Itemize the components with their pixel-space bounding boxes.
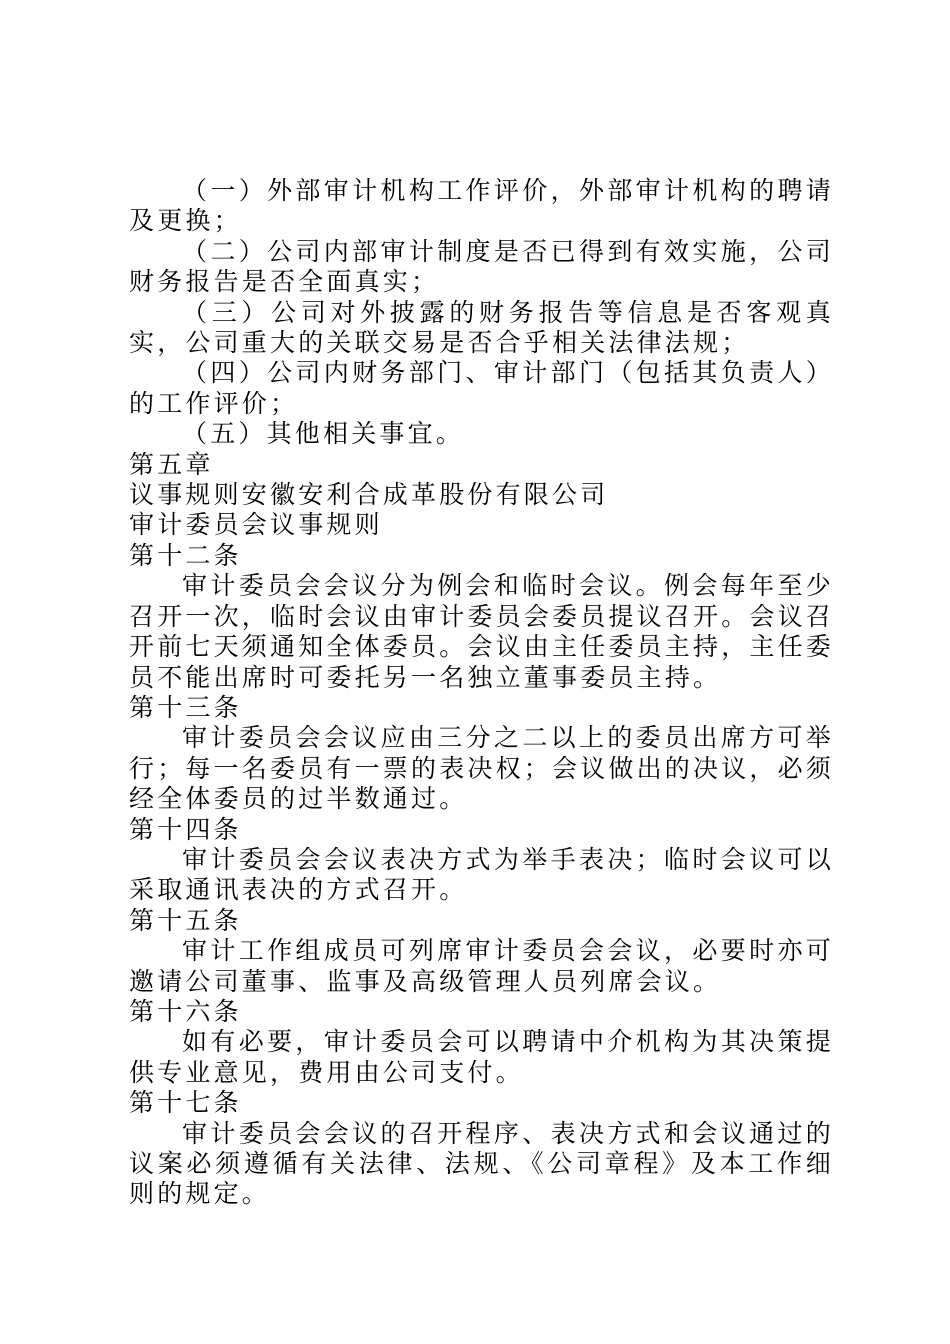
list-item-2: （二）公司内部审计制度是否已得到有效实施，公司财务报告是否全面真实； <box>129 236 834 297</box>
article-body-12: 审计委员会会议分为例会和临时会议。例会每年至少召开一次，临时会议由审计委员会委员提议召开。会议召开前七天须通知全体委员。会议由主任委员主持，主任委员不能出席时可委托另一名独立董事委员主持。 <box>129 571 835 692</box>
article-heading-12: 第十二条 <box>129 540 242 570</box>
article-body-15: 审计工作组成员可列席审计委员会会议，必要时亦可邀请公司董事、监事及高级管理人员列席会议。 <box>129 936 834 996</box>
article-heading-14: 第十四条 <box>129 814 242 844</box>
article-body-17: 审计委员会会议的召开程序、表决方式和会议通过的议案必须遵循有关法律、法规、《公司章程》及本工作细则的规定。 <box>129 1118 834 1209</box>
article-heading-17: 第十七条 <box>129 1088 242 1118</box>
article-heading-16: 第十六条 <box>129 996 242 1026</box>
article-body-16: 如有必要，审计委员会可以聘请中介机构为其决策提供专业意见，费用由公司支付。 <box>129 1027 834 1087</box>
article-heading-15: 第十五条 <box>129 905 242 935</box>
document-body <box>129 176 834 1210</box>
article-body-13: 审计委员会会议应由三分之二以上的委员出席方可举行；每一名委员有一票的表决权；会议做出的决议，必须经全体委员的过半数通过。 <box>129 723 835 814</box>
article-heading-13: 第十三条 <box>129 692 242 722</box>
list-item-5: （五）其他相关事宜。 <box>182 419 465 449</box>
chapter-heading: 第五章 <box>129 449 214 479</box>
section-heading-rules: 审计委员会议事规则 <box>129 510 383 540</box>
section-heading-company: 议事规则安徽安利合成革股份有限公司 <box>129 480 609 510</box>
list-item-3: （三）公司对外披露的财务报告等信息是否客观真实，公司重大的关联交易是否合乎相关法律法规； <box>129 297 834 358</box>
list-item-1: （一）外部审计机构工作评价，外部审计机构的聘请及更换； <box>129 176 834 236</box>
list-item-4: （四）公司内财务部门、审计部门（包括其负责人）的工作评价； <box>129 358 834 418</box>
article-body-14: 审计委员会会议表决方式为举手表决；临时会议可以采取通讯表决的方式召开。 <box>129 844 834 905</box>
